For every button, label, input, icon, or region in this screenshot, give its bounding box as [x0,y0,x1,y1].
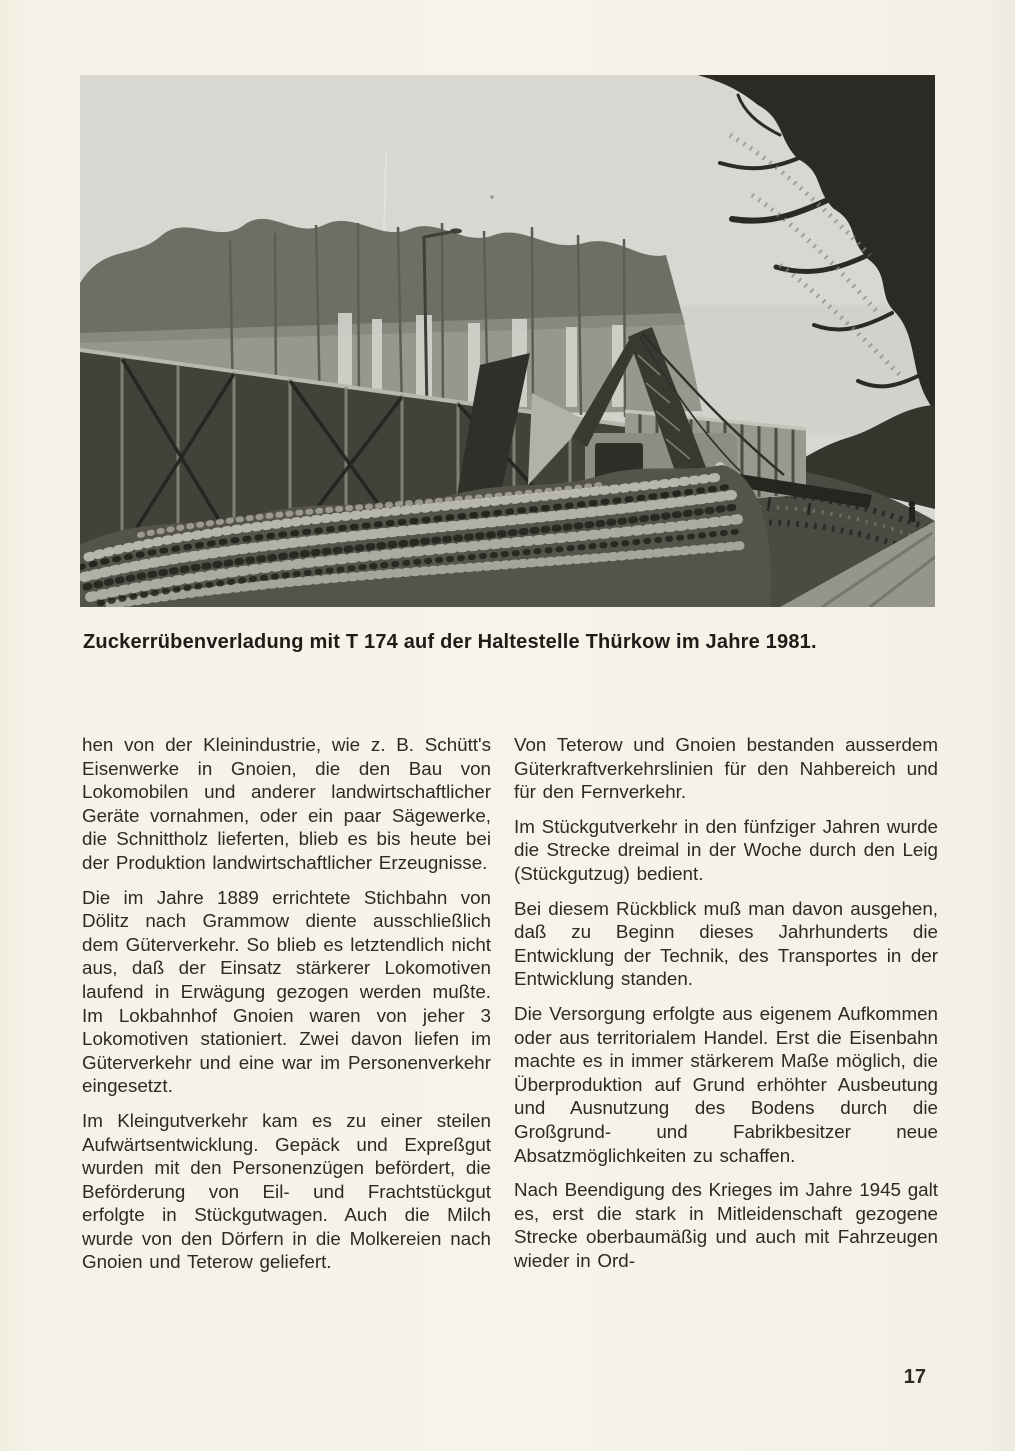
page-number: 17 [903,1366,926,1388]
paragraph: Im Stückgutverkehr in den fünfziger Jahren wurde die Strecke dreimal in der Woche durch den Leig (Stückgutzug) bedient. [514,815,938,884]
photo-person-figure [909,501,916,522]
paragraph: Bei diesem Rückblick muß man davon ausgehen, daß zu Beginn dieses Jahrhunderts die Entwicklung der Technik, des Transportes in der Entwicklung standen. [514,897,938,990]
paragraph: hen von der Kleinindustrie, wie z. B. Schütt's Eisenwerke in Gnoien, die den Bau von Lokomobilen und anderer landwirtschaftlicher Geräte vornahmen, oder ein paar Sägewerke, die Schnittholz lieferten, blieb es bis heute bei der Produktion landwirtschaftlicher Erzeugnisse. [82,734,491,873]
column-right [514,733,938,1285]
photo-beet-loading [80,75,935,607]
paragraph: Von Teterow und Gnoien bestanden ausserdem Güterkraftverkehrslinien für den Nahbereich und für den Fernverkehr. [514,734,938,803]
paragraph: Im Kleingutverkehr kam es zu einer steilen Aufwärtsentwicklung. Gepäck und Expreßgut wurden mit den Personenzügen befördert, die Beförderung von Eil- und Frachtstückgut erfolgte in Stückgutwagen. Auch die Milch wurde von den Dörfern in die Molkereien nach Gnoien und Teterow geliefert. [82,1109,491,1273]
paragraph: Die im Jahre 1889 errichtete Stichbahn von Dölitz nach Grammow diente ausschließlich dem Güterverkehr. So blieb es letztendlich nicht aus, daß der Einsatz stärkerer Lokomotiven laufend in Erwägung gezogen werden mußte. Im Lokbahnhof Gnoien waren von jeher 3 Lokomotiven stationiert. Zwei davon liefen im Güterverkehr und eine war im Personenverkehr eingesetzt. [82,886,491,1097]
column-left [82,733,491,1285]
text-columns [82,733,938,1285]
photo-illustration [80,75,935,607]
paragraph: Nach Beendigung des Krieges im Jahre 1945 galt es, erst die stark in Mitleidenschaft gezogene Strecke oberbaumäßig und auch mit Fahrzeugen wieder in Ord- [514,1179,938,1271]
photo-caption: Zuckerrübenverladung mit T 174 auf der Haltestelle Thürkow im Jahre 1981. [83,631,817,653]
paragraph: Die Versorgung erfolgte aus eigenem Aufkommen oder aus territorialem Handel. Erst die Eisenbahn machte es in immer stärkerem Maße möglich, die Überproduktion auf Grund erhöhter Ausbeutung und Ausnutzung des Bodens durch die Großgrund- und Fabrikbesitzer neue Absatzmöglichkeiten zu schaffen. [514,1002,938,1166]
